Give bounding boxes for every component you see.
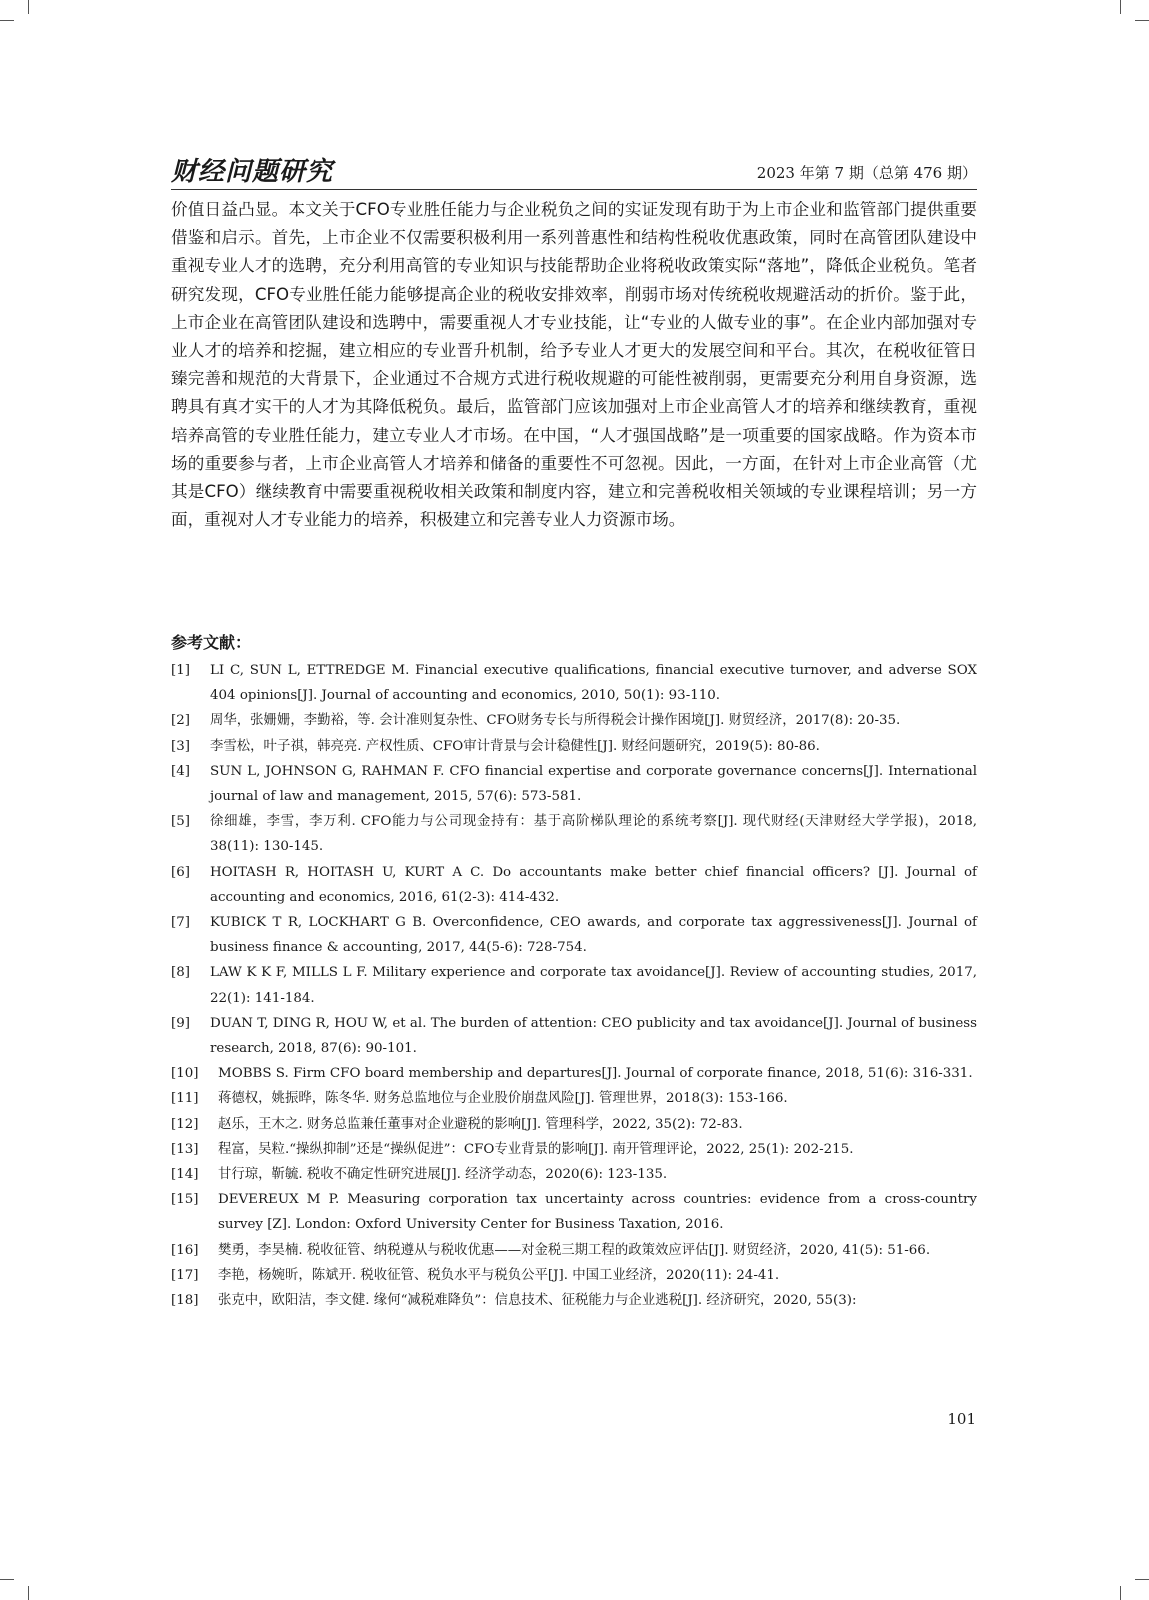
reference-number: [11]: [171, 1091, 199, 1107]
crop-mark: [1120, 0, 1121, 14]
reference-item: [171, 734, 977, 759]
reference-text: LAW K K F, MILLS L F. Military experience and corporate tax avoidance[J]. Review of accounting studies, 2017, 22(1): 141-184.: [210, 965, 977, 1006]
reference-number: [15]: [171, 1192, 199, 1208]
reference-item: [171, 1187, 977, 1237]
reference-number: [18]: [171, 1293, 199, 1309]
reference-number: [17]: [171, 1267, 199, 1283]
reference-number: [13]: [171, 1141, 199, 1157]
reference-text: 程富，吴粒.“操纵抑制”还是“操纵促进”：CFO专业背景的影响[J]. 南开管理评论，2022, 25(1): 202-215.: [218, 1141, 854, 1157]
body-paragraph: 价值日益凸显。本文关于CFO专业胜任能力与企业税负之间的实证发现有助于为上市企业和监管部门提供重要借鉴和启示。首先，上市企业不仅需要积极利用一系列普惠性和结构性税收优惠政策，同时在高管团队建设中重视专业人才的选聘，充分利用高管的专业知识与技能帮助企业将税收政策实际“落地”，降低企业税负。笔者研究发现，CFO专业胜任能力能够提高企业的税收安排效率，削弱市场对传统税收规避活动的折价。鉴于此，上市企业在高管团队建设和选聘中，需要重视人才专业技能，让“专业的人做专业的事”。在企业内部加强对专业人才的培养和挖掘，建立相应的专业晋升机制，给予专业人才更大的发展空间和平台。其次，在税收征管日臻完善和规范的大背景下，企业通过不合规方式进行税收规避的可能性被削弱，更需要充分利用自身资源，选聘具有真才实干的人才为其降低税负。最后，监管部门应该加强对上市企业高管人才的培养和继续教育，重视培养高管的专业胜任能力，建立专业人才市场。在中国，“人才强国战略”是一项重要的国家战略。作为资本市场的重要参与者，上市企业高管人才培养和储备的重要性不可忽视。因此，一方面，在针对上市企业高管（尤其是CFO）继续教育中需要重视税收相关政策和制度内容，建立和完善税收相关领域的专业课程培训；另一方面，重视对人才专业能力的培养，积极建立和完善专业人力资源市场。: [171, 200, 977, 530]
reference-number: [9]: [171, 1015, 190, 1031]
reference-number: [5]: [171, 814, 190, 830]
reference-number: [12]: [171, 1116, 199, 1132]
reference-list: [171, 658, 977, 1313]
reference-text: 李艳，杨婉昕，陈斌开. 税收征管、税负水平与税负公平[J]. 中国工业经济，2020(11): 24-41.: [218, 1267, 780, 1283]
reference-item: [171, 759, 977, 809]
reference-item: [171, 1112, 977, 1137]
reference-text: DEVEREUX M P. Measuring corporation tax uncertainty across countries: evidence from a cross-country survey [Z]. London: Oxford University Center for Business Taxation, 2016.: [218, 1192, 977, 1233]
journal-logo: 财经问题研究: [171, 157, 334, 187]
reference-number: [4]: [171, 763, 190, 779]
crop-mark: [28, 1586, 29, 1600]
reference-text: 甘行琼，靳毓. 税收不确定性研究进展[J]. 经济学动态，2020(6): 123-135.: [218, 1167, 668, 1183]
crop-mark: [0, 1579, 14, 1580]
reference-number: [8]: [171, 965, 190, 981]
reference-text: 周华，张姗姗，李勤裕，等. 会计准则复杂性、CFO财务专长与所得税会计操作困境[J]. 财贸经济，2017(8): 20-35.: [210, 713, 901, 729]
reference-text: KUBICK T R, LOCKHART G B. Overconfidence, CEO awards, and corporate tax aggressiveness[J]. Journal of business finance & accounting, 2017, 44(5-6): 728-754.: [210, 915, 977, 956]
reference-item: [171, 708, 977, 733]
reference-item: [171, 1288, 977, 1313]
page-number: 101: [947, 1410, 976, 1428]
reference-text: LI C, SUN L, ETTREDGE M. Financial executive qualifications, financial executive turnover, and adverse SOX 404 opinions[J]. Journal of accounting and economics, 2010, 50(1): 93-110.: [210, 663, 977, 704]
crop-mark: [28, 0, 29, 14]
reference-text: 张克中，欧阳洁，李文健. 缘何“减税难降负”：信息技术、征税能力与企业逃税[J]. 经济研究，2020, 55(3):: [218, 1293, 857, 1309]
reference-number: [6]: [171, 864, 190, 880]
reference-item: [171, 658, 977, 708]
page-header: [171, 157, 977, 190]
reference-number: [3]: [171, 738, 190, 754]
reference-text: 樊勇，李昊楠. 税收征管、纳税遵从与税收优惠——对金税三期工程的政策效应评估[J]. 财贸经济，2020, 41(5): 51-66.: [218, 1242, 931, 1258]
issue-label: 2023 年第 7 期（总第 476 期）: [756, 164, 977, 182]
reference-item: [171, 1137, 977, 1162]
reference-item: [171, 1086, 977, 1111]
reference-item: [171, 1238, 977, 1263]
reference-text: DUAN T, DING R, HOU W, et al. The burden of attention: CEO publicity and tax avoidance[J]. Journal of business research, 2018, 87(6): 90-101.: [210, 1015, 977, 1057]
references-heading: 参考文献：: [171, 633, 252, 652]
reference-number: [7]: [171, 915, 190, 931]
crop-mark: [1120, 1586, 1121, 1600]
reference-text: MOBBS S. Firm CFO board membership and departures[J]. Journal of corporate finance, 2018, 51(6): 316-331.: [218, 1066, 973, 1082]
crop-mark: [1135, 20, 1149, 21]
reference-text: 蒋德权，姚振晔，陈冬华. 财务总监地位与企业股价崩盘风险[J]. 管理世界，2018(3): 153-166.: [218, 1091, 788, 1107]
reference-text: HOITASH R, HOITASH U, KURT A C. Do accountants make better chief financial officers? [J]. Journal of accounting and economics, 2016, 61(2-3): 414-432.: [210, 864, 977, 905]
crop-mark: [0, 20, 14, 21]
reference-item: [171, 860, 977, 910]
reference-item: [171, 1061, 977, 1086]
reference-text: 徐细雄，李雪，李万利. CFO能力与公司现金持有：基于高阶梯队理论的系统考察[J]. 现代财经(天津财经大学学报)，2018, 38(11): 130-145.: [210, 814, 977, 855]
reference-number: [14]: [171, 1167, 199, 1183]
reference-text: SUN L, JOHNSON G, RAHMAN F. CFO financial expertise and corporate governance concerns[J]. International journal of law and management, 2015, 57(6): 573-581.: [210, 763, 977, 805]
reference-item: [171, 809, 977, 859]
reference-number: [10]: [171, 1066, 199, 1082]
reference-item: [171, 1162, 977, 1187]
reference-number: [2]: [171, 713, 190, 729]
reference-text: 赵乐，王木之. 财务总监兼任董事对企业避税的影响[J]. 管理科学，2022, 35(2): 72-83.: [218, 1116, 743, 1132]
reference-number: [1]: [171, 663, 190, 678]
reference-number: [16]: [171, 1242, 199, 1258]
crop-mark: [1135, 1579, 1149, 1580]
reference-item: [171, 910, 977, 960]
reference-item: [171, 1263, 977, 1288]
reference-text: 李雪松，叶子祺，韩亮亮. 产权性质、CFO审计背景与会计稳健性[J]. 财经问题研究，2019(5): 80-86.: [210, 738, 820, 754]
reference-item: [171, 1011, 977, 1061]
reference-item: [171, 960, 977, 1010]
